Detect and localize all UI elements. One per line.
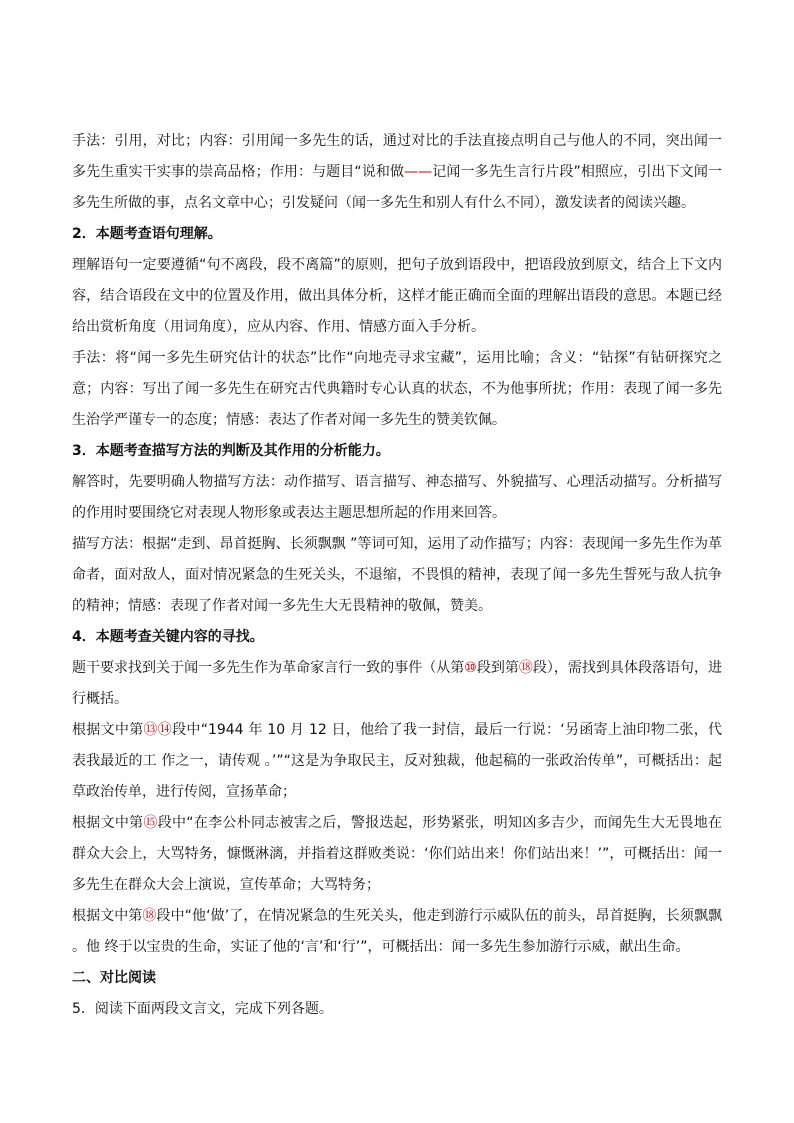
question-heading (72, 219, 722, 250)
body-paragraph (72, 126, 722, 219)
body-paragraph (72, 715, 722, 808)
text-segment: 描写方法：根据“走到、昂首挺胸、长须飘飘 ”等词可知，运用了动作描写；内容：表现闻一多先生作为革命者，面对敌人，面对情况紧急的生死关头，不退缩，不畏惧的精神，表现了闻一多先生誓死与敌人抗争的精神；情感：表现了作者对闻一多先生大无畏精神的敬佩，赞美。 (72, 536, 722, 614)
body-paragraph (72, 808, 722, 901)
body-paragraph (72, 529, 722, 622)
body-paragraph (72, 467, 722, 529)
text-segment: 根据文中第 (72, 815, 144, 831)
text-segment: 段到第 (476, 660, 519, 676)
body-paragraph (72, 901, 722, 963)
text-segment: 4．本题考查关键内容的寻找。 (72, 629, 264, 645)
highlighted-text: ⑬⑭ (143, 722, 173, 738)
text-segment: 二、对比阅读 (72, 970, 156, 986)
text-segment: 题干要求找到关于闻一多先生作为革命家言行一致的事件（从第 (72, 660, 465, 676)
text-segment: 段中“他‘做’了，在情况紧急的生死关头，他走到游行示威队伍的前头，昂首挺胸，长须飘飘 。他 终于以宝贵的生命，实证了他的‘言’和‘行’”，可概括出：闻一多先生参加游行示威，献出生命。 (72, 908, 723, 955)
text-segment: 解答时，先要明确人物描写方法：动作描写、语言描写、神态描写、外貌描写、心理活动描写。分析描写的作用时要围绕它对表现人物形象或表达主题思想所起的作用来回答。 (72, 474, 722, 521)
body-paragraph (72, 343, 722, 436)
text-segment: 根据文中第 (72, 908, 143, 924)
highlighted-text: ⑩ (464, 660, 477, 676)
text-segment: 根据文中第 (72, 722, 144, 738)
text-segment: 3．本题考查描写方法的判断及其作用的分析能力。 (72, 443, 390, 459)
highlighted-text: ⑮ (143, 815, 158, 831)
answer-analysis-content (72, 126, 722, 1025)
text-segment: 段中“1944 年 10 月 12 日，他给了我一封信，最后一行说：‘另函寄上油印物二张，代表我最近的工 作之一，请传观 。’”“这是为争取民主，反对独裁，他起稿的一张政治传单”，可概括出：起草政治传单，进行传阅，宣扬革命； (72, 722, 723, 800)
question-heading (72, 436, 722, 467)
body-paragraph (72, 994, 722, 1025)
highlighted-text: —— (404, 164, 433, 180)
text-segment: 段中“在李公朴同志被害之后，警报迭起，形势紧张，明知凶多吉少，而闻先生大无畏地在群众大会上，大骂特务，慷慨淋漓，并指着这群败类说：‘你们站出来！你们站出来！’”，可概括出：闻一多先生在群众大会上演说，宣传革命；大骂特务； (72, 815, 723, 893)
text-segment: 手法：将“闻一多先生研究估计的状态”比作“向地壳寻求宝藏”，运用比喻；含义：“钻探”有钻研探究之意；内容：写出了闻一多先生在研究古代典籍时专心认真的状态，不为他事所扰；作用：表现了闻一多先生治学严谨专一的态度；情感：表达了作者对闻一多先生的赞美钦佩。 (72, 350, 722, 428)
question-heading (72, 622, 722, 653)
text-segment: 记闻一多先生言行片段”相照应，引出下文闻一多先生所做的事，点名文章中心；引发疑问（闻一多先生和别人有什么不同），激发读者的阅读兴趣。 (72, 164, 722, 211)
highlighted-text: ⑱ (518, 660, 533, 676)
text-segment: 5．阅读下面两段文言文，完成下列各题。 (72, 1001, 333, 1017)
text-segment: 段），需找到具体段落语句，进行概括。 (72, 660, 722, 707)
body-paragraph (72, 250, 722, 343)
text-segment: 2．本题考查语句理解。 (72, 226, 222, 242)
text-segment: 理解语句一定要遵循“句不离段，段不离篇”的原则，把句子放到语段中，把语段放到原文，结合上下文内容，结合语段在文中的位置及作用，做出具体分析，这样才能正确而全面的理解出语段的意思。本题已经给出赏析角度（用词角度），应从内容、作用、情感方面入手分析。 (72, 257, 722, 335)
body-paragraph (72, 653, 722, 715)
text-segment: 手法：引用，对比；内容：引用闻一多先生的话，通过对比的手法直接点明自己与他人的不同，突出闻一多先生重实干实事的崇高品格；作用：与题目“说和做 (72, 133, 722, 180)
section-heading (72, 963, 722, 994)
highlighted-text: ⑱ (142, 908, 157, 924)
